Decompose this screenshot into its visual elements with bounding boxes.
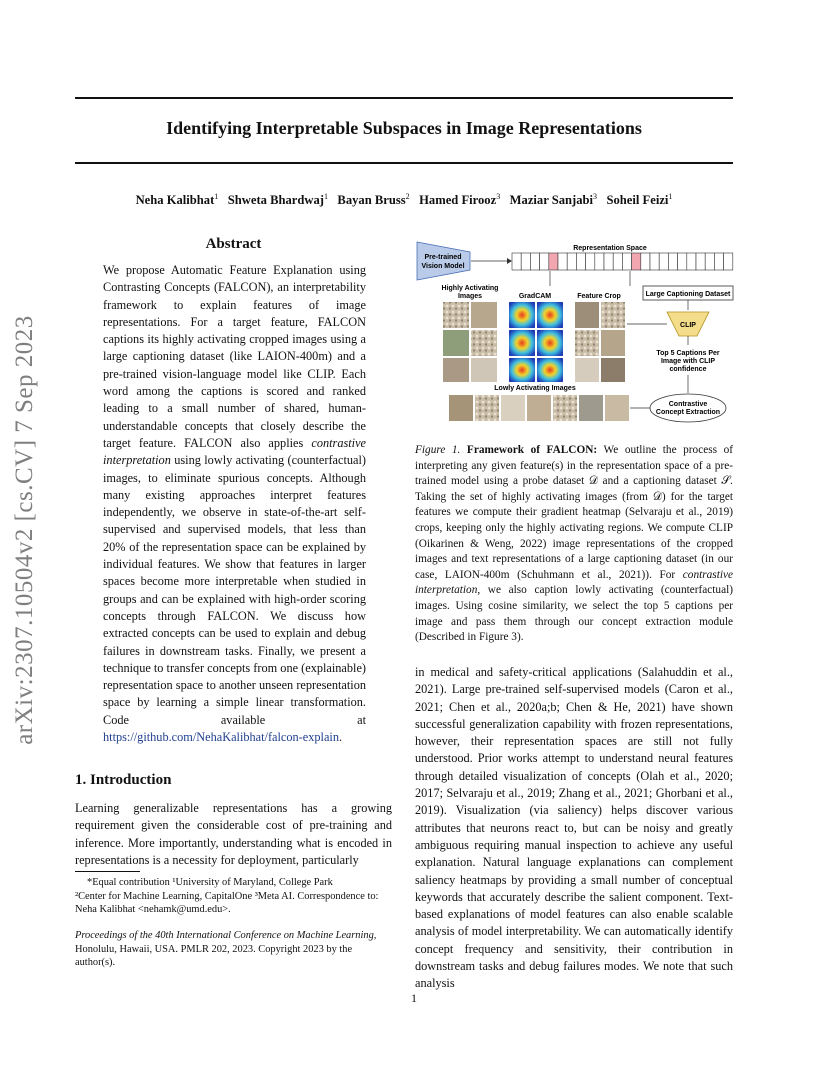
pretrained-model-shape	[417, 242, 470, 280]
intro-heading: 1. Introduction	[75, 772, 172, 788]
concept-extraction-ellipse	[650, 394, 726, 422]
gradcam-heatmaps	[509, 302, 563, 382]
representation-cell	[540, 253, 549, 270]
representation-cell	[650, 253, 659, 270]
representation-cell	[613, 253, 622, 270]
representation-cell	[558, 253, 567, 270]
vision-model-label: Vision Model	[421, 263, 465, 270]
representation-cell	[586, 253, 595, 270]
representation-cell	[714, 253, 723, 270]
contrastive-label-1: Contrastive	[668, 401, 708, 408]
feature-crop-label: Feature Crop	[577, 293, 621, 300]
intro-body: Learning generalizable representations has a growing requirement given the considerable cost of pre-training and inference. More importantly, understanding what is encoded in representations is a necessity for deployment, particularly	[75, 801, 392, 867]
lowly-activating-images	[449, 395, 629, 421]
representation-cell	[622, 253, 631, 270]
representation-cell	[641, 253, 650, 270]
representation-cell	[668, 253, 677, 270]
representation-cell	[678, 253, 687, 270]
top5-label-3: confidence	[669, 366, 707, 373]
clip-label: CLIP	[680, 322, 696, 329]
footnote-line-2: ²Center for Machine Learning, CapitalOne ³Meta AI. Correspondence to: Neha Kalibhat <nehamk@umd.edu>.	[75, 890, 379, 915]
arxiv-identifier: arXiv:2307.10504v2 [cs.CV] 7 Sep 2023	[11, 315, 38, 745]
representation-cell	[512, 253, 521, 270]
highly-activating-label-2: Images	[457, 293, 483, 300]
representation-cell	[595, 253, 604, 270]
representation-space-label: Representation Space	[573, 245, 647, 252]
lowly-activating-label: Lowly Activating Images	[494, 385, 576, 392]
representation-cell	[724, 253, 733, 270]
contrastive-label-2: Concept Extraction	[655, 409, 721, 416]
code-link[interactable]: https://github.com/NehaKalibhat/falcon-explain	[103, 730, 339, 745]
feature-crops	[575, 302, 625, 382]
author-4: Hamed Firooz$^3$	[419, 192, 501, 208]
representation-cell	[696, 253, 705, 270]
page-number: 1	[411, 991, 417, 1005]
representation-cell	[632, 253, 641, 270]
footnote-rule	[75, 871, 140, 872]
large-captioning-label: Large Captioning Dataset	[645, 291, 731, 298]
author-2: Shweta Bhardwaj$^1$	[227, 192, 328, 208]
representation-cell	[521, 253, 530, 270]
title-bottom-rule	[75, 162, 733, 164]
abstract-body: We propose Automatic Feature Explanation using Contrasting Concepts (FALCON), an interpretability framework to explain features of image representations. For a target feature, FALCON captions its highly activating cropped images using a large captioning dataset (like LAION-400m) and a pre-trained vision-language model like CLIP. Each word among the captions is scored and ranked leading to a small number of shared, human-understandable concepts that closely describe the target feature. FALCON also applies contrastive interpretation using lowly activating (counterfactual) images, to eliminate spurious concepts. Although many existing approaches interpret features independently, we observe in state-of-the-art self-supervised and supervised models, that less than 20% of the representation space can be explained by individual features. We show that features in larger spaces become more interpretable when studied in groups and can be explained with high-order scoring concepts through FALCON. We discuss how extracted concepts can be used to explain and debug failures in downstream tasks. Finally, we present a technique to transfer concepts from one (explainable) representation space to another unseen representation space by learning a simple linear transformation. Code available at https://github.com/NehaKalibhat/falcon-explain.	[103, 263, 366, 745]
highly-activating-images	[443, 302, 497, 382]
proceedings-note: Proceedings of the 40th International Conference on Machine Learning, Honolulu, Hawaii, USA. PMLR 202, 2023. Copyright 2023 by the author(s).	[75, 930, 377, 968]
figure-1-framework-diagram	[415, 238, 735, 433]
highly-activating-label-1: Highly Activating	[441, 285, 499, 292]
author-list	[75, 192, 733, 208]
author-6: Soheil Feizi$^1$	[606, 192, 673, 208]
representation-cell	[659, 253, 668, 270]
representation-cell	[604, 253, 613, 270]
figure-1-caption: Figure 1. Framework of FALCON: We outline the process of interpreting any given feature(s) in the representation space of a pre-trained model using a probe dataset 𝒟 and a captioning dataset 𝒮. Taking the set of highly activating images (from 𝒟) for the target features we compute their gradient heatmap (Selvaraju et al., 2019) crops, keeping only the highly activating regions. We compute CLIP (Oikarinen & Weng, 2022) image representations of the cropped images and text representations of a large captioning dataset (in our case, LAION-400m (Schuhmann et al., 2021)). For contrastive interpretation, we also caption lowly activating (counterfactual) images. Using cosine similarity, we select the top 5 captions per image and pass them through our concept extraction module (Described in Figure 3).	[415, 444, 733, 644]
top-rule	[75, 97, 733, 99]
pretrained-label: Pre-trained	[424, 254, 462, 261]
paper-title: Identifying Interpretable Subspaces in Image Representations	[166, 118, 642, 138]
representation-cell	[549, 253, 558, 270]
author-5: Maziar Sanjabi$^3$	[509, 192, 598, 208]
intro-continued-body: in medical and safety-critical applications (Salahuddin et al., 2021). Large pre-trained self-supervised models (Caron et al., 2021; Chen et al., 2020a;b; Chen & He, 2021) have shown successful generalization capability with frozen representations, however, their representation spaces are still not fully understood. Prior works attempt to understand neural features through detailed visualization of concepts (Olah et al., 2020; 2017; Selvaraju et al., 2019; Zhang et al., 2021; Ghorbani et al., 2019). Visualization (via saliency) helps discover various attributes that neurons react to, but can be noisy and greatly ambiguous requiring manual inspection to achieve any useful explanation. Natural language explanations can complement saliency heatmaps by providing a small number of conceptual keywords that accurately describe the salient component. Text-based explanations of model features can also enable scalable analysis of model interpretability. We can automatically identify concept frequency and sensitivity, their contribution in downstream tasks and debug failures modes. We note that such analysis	[415, 665, 733, 991]
arxiv-sidebar	[3, 295, 47, 765]
author-1: Neha Kalibhat$^1$	[135, 192, 219, 208]
footnote-line-1: *Equal contribution ¹University of Maryland, College Park	[87, 877, 333, 888]
top5-label-1: Top 5 Captions Per	[656, 350, 720, 357]
representation-cell	[530, 253, 539, 270]
top5-label-2: Image with CLIP	[660, 358, 716, 365]
representation-cell	[576, 253, 585, 270]
representation-cell	[687, 253, 696, 270]
representation-cell	[567, 253, 576, 270]
abstract-heading: Abstract	[205, 236, 262, 252]
representation-vector	[512, 253, 733, 270]
author-3: Bayan Bruss$^2$	[337, 192, 410, 208]
representation-cell	[705, 253, 714, 270]
footnote	[75, 876, 392, 917]
gradcam-label: GradCAM	[518, 293, 552, 300]
